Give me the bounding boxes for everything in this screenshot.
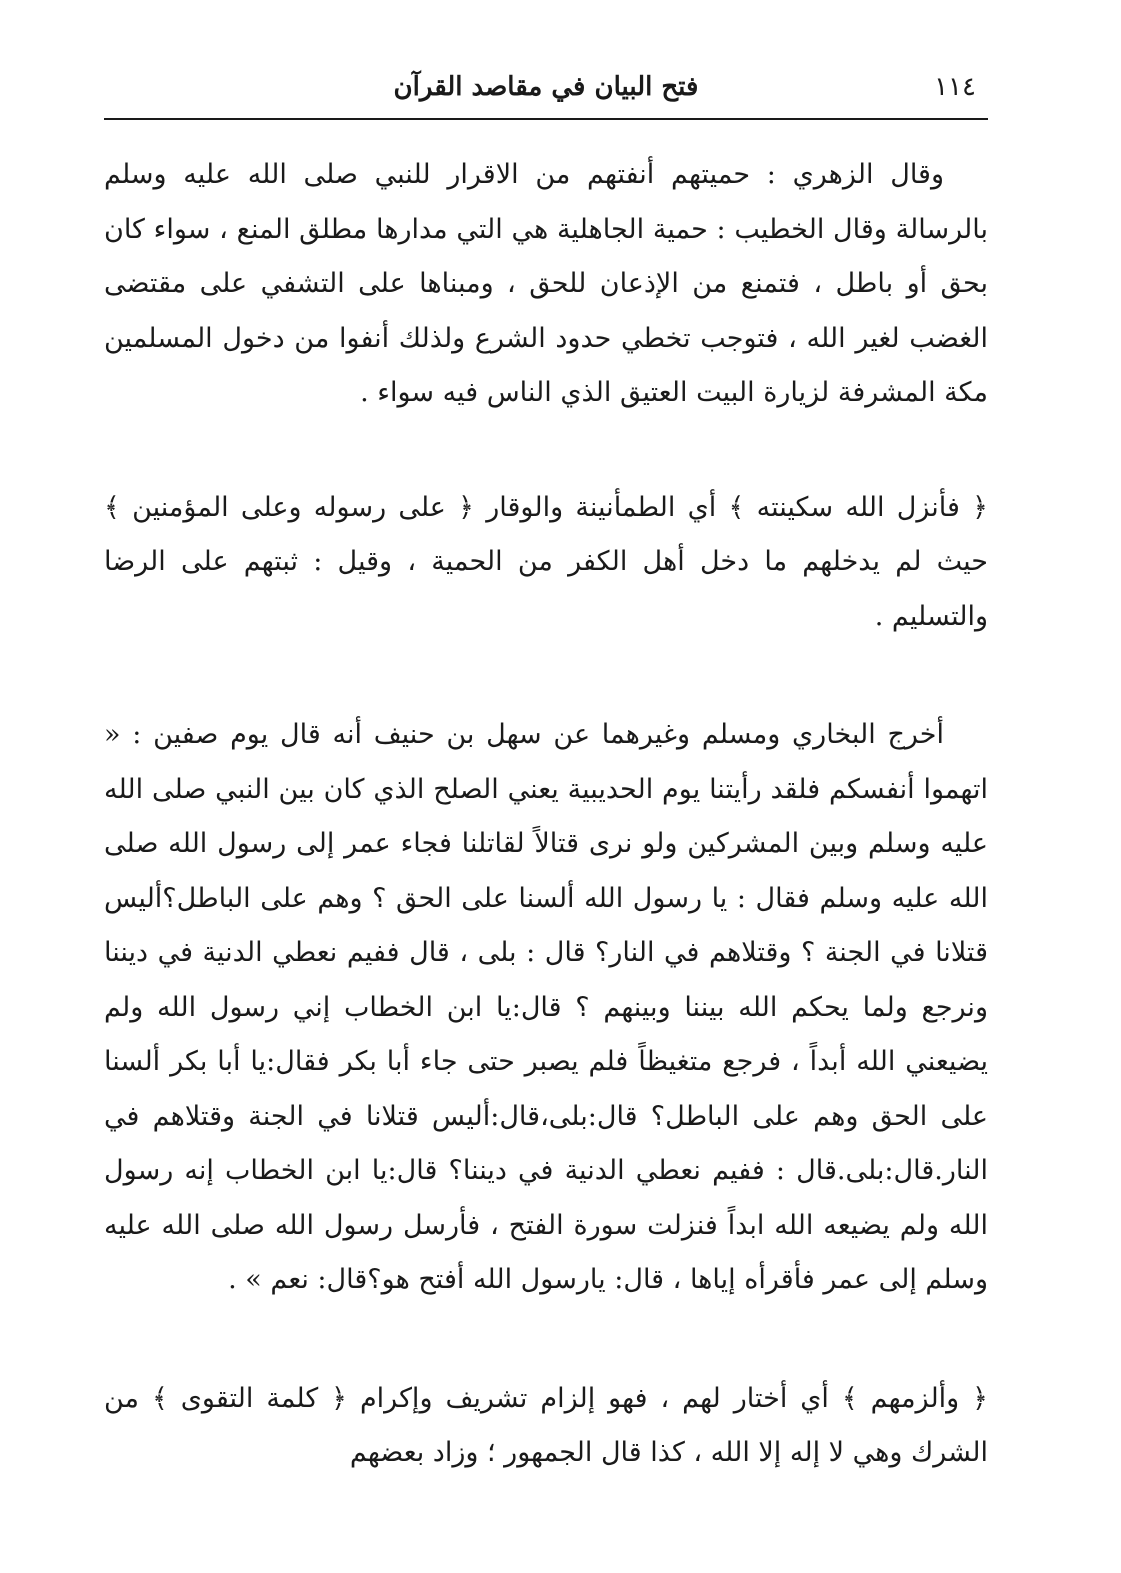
page-header <box>106 68 986 112</box>
body-text <box>104 148 988 1481</box>
paragraph-hadith: أخرج البخاري ومسلم وغيرهما عن سهل بن حنيف أنه قال يوم صفين : « اتهموا أنفسكم فلقد رأيتنا يوم الحديبية يعني الصلح الذي كان بين النبي صلى الله عليه وسلم وبين المشركين ولو نرى قتالاً لقاتلنا فجاء عمر إلى رسول الله صلى الله عليه وسلم فقال : يا رسول الله ألسنا على الحق ؟ وهم على الباطل؟أليس قتلانا في الجنة ؟ وقتلاهم في النار؟ قال : بلى ، قال ففيم نعطي الدنية في ديننا ونرجع ولما يحكم الله بيننا وبينهم ؟ قال:يا ابن الخطاب إني رسول الله ولم يضيعني الله أبداً ، فرجع متغيظاً فلم يصبر حتى جاء أبا بكر فقال:يا أبا بكر ألسنا على الحق وهم على الباطل؟ قال:بلى،قال:أليس قتلانا في الجنة وقتلاهم في النار.قال:بلى.قال : ففيم نعطي الدنية في ديننا؟ قال:يا ابن الخطاب إنه رسول الله ولم يضيعه الله ابداً فنزلت سورة الفتح ، فأرسل رسول الله صلى الله عليه وسلم إلى عمر فأقرأه إياها ، قال: يارسول الله أفتح هو؟قال: نعم » . <box>104 719 988 1295</box>
paragraph-zuhri: وقال الزهري : حميتهم أنفتهم من الاقرار للنبي صلى الله عليه وسلم بالرسالة وقال الخطيب : حمية الجاهلية هي التي مدارها مطلق المنع ، سواء كان بحق أو باطل ، فتمنع من الإذعان للحق ، ومبناها على التشفي على مقتضى الغضب لغير الله ، فتوجب تخطي حدود الشرع ولذلك أنفوا من دخول المسلمين مكة المشرفة لزيارة البيت العتيق الذي الناس فيه سواء . <box>104 159 988 408</box>
header-divider <box>104 118 988 120</box>
paragraph-sakinah: ﴿ فأنزل الله سكينته ﴾ أي الطمأنينة والوقار ﴿ على رسوله وعلى المؤمنين ﴾ حيث لم يدخلهم ما دخل أهل الكفر من الحمية ، وقيل : ثبتهم على الرضا والتسليم . <box>104 491 988 632</box>
page-number: ١١٤ <box>934 72 976 102</box>
running-title: فتح البيان في مقاصد القرآن <box>393 72 699 102</box>
paragraph-kalimat-taqwa: ﴿ وألزمهم ﴾ أي أختار لهم ، فهو إلزام تشريف وإكرام ﴿ كلمة التقوى ﴾ من الشرك وهي لا إله إلا الله ، كذا قال الجمهور ؛ وزاد بعضهم <box>104 1382 988 1468</box>
